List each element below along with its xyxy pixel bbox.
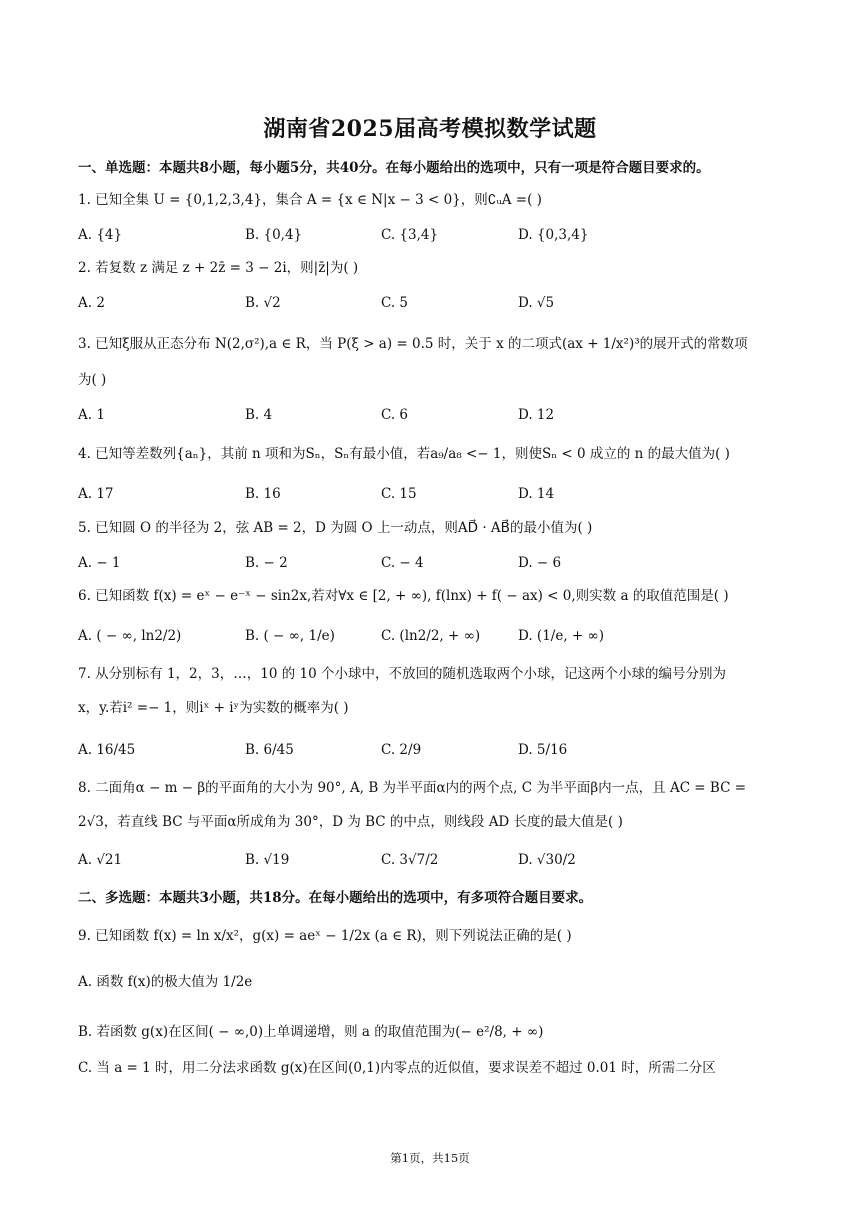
question-6-options [78,626,788,646]
option-d: D. 14 [518,486,555,502]
option-d: D. (1/e, + ∞) [518,628,605,644]
question-2-options [78,293,788,313]
question-5-options [78,553,788,573]
option-d: D. 12 [518,407,555,423]
option-c: C. 2/9 [381,742,422,758]
option-b: B. √19 [245,852,290,868]
question-9-stem: 9. 已知函数 f(x) = ln x/x²，g(x) = aeˣ − 1/2x (a ∈ R)，则下列说法正确的是( ) [78,928,572,944]
question-5-stem: 5. 已知圆 O 的半径为 2，弦 AB = 2，D 为圆 O 上一动点，则AD⃗ · AB⃗的最小值为( ) [78,520,593,536]
page-footer: 第1页，共15页 [390,1151,470,1165]
question-4-stem: 4. 已知等差数列{aₙ}，其前 n 项和为Sₙ，Sₙ有最小值，若a₉/a₈ <− 1，则使Sₙ < 0 成立的 n 的最大值为( ) [78,446,730,462]
question-7-stem-line-2: x，y.若i² =− 1，则iˣ + iʸ为实数的概率为( ) [78,700,349,716]
question-9-option-a: A. 函数 f(x)的极大值为 1/2e [78,974,253,990]
option-d: D. √30/2 [518,852,576,868]
page-title: 湖南省2025届高考模拟数学试题 [263,116,597,142]
question-3-stem-line-2: 为( ) [78,372,107,388]
option-a: A. 16/45 [78,742,136,758]
option-c: C. {3,4} [381,227,439,243]
option-a: A. 2 [78,295,105,311]
option-a: A. 17 [78,486,114,502]
option-c: C. − 4 [381,555,424,571]
option-d: D. {0,3,4} [518,227,589,243]
option-a: A. {4} [78,227,123,243]
option-a: A. − 1 [78,555,121,571]
option-b: B. {0,4} [245,227,303,243]
section-heading-multi-choice: 二、多选题：本题共3小题，共18分。在每小题给出的选项中，有多项符合题目要求。 [78,890,593,906]
question-7-stem-line-1: 7. 从分别标有 1，2，3，…，10 的 10 个小球中，不放回的随机选取两个小球，记这两个小球的编号分别为 [78,666,726,682]
option-c: C. 6 [381,407,409,423]
option-a: A. ( − ∞, ln2/2) [78,628,182,644]
question-1-options [78,225,788,245]
question-3-stem-line-1: 3. 已知ξ服从正态分布 N(2,σ²),a ∈ R，当 P(ξ > a) = 0.5 时，关于 x 的二项式(ax + 1/x²)³的展开式的常数项 [78,336,748,352]
option-b: B. 16 [245,486,281,502]
option-c: C. 3√7/2 [381,852,439,868]
option-b: B. ( − ∞, 1/e) [245,628,335,644]
section-heading-single-choice: 一、单选题：本题共8小题，每小题5分，共40分。在每小题给出的选项中，只有一项是符合题目要求的。 [78,160,710,176]
option-b: B. 4 [245,407,273,423]
option-c: C. 5 [381,295,409,311]
question-6-stem: 6. 已知函数 f(x) = eˣ − e⁻ˣ − sin2x,若对∀x ∈ [2, + ∞), f(lnx) + f( − ax) < 0,则实数 a 的取值范围是( ) [78,588,729,604]
option-b: B. − 2 [245,555,288,571]
question-3-options [78,405,788,425]
option-c: C. 15 [381,486,417,502]
question-1-stem: 1. 已知全集 U = {0,1,2,3,4}，集合 A = {x ∈ N|x − 3 < 0}，则∁ᵤA =( ) [78,192,542,208]
question-4-options [78,484,788,504]
option-d: D. − 6 [518,555,562,571]
question-8-stem-line-1: 8. 二面角α − m − β的平面角的大小为 90°, A, B 为半平面α内的两个点, C 为半平面β内一点，且 AC = BC = [78,780,747,796]
option-c: C. (ln2/2, + ∞) [381,628,481,644]
option-b: B. 6/45 [245,742,294,758]
option-d: D. √5 [518,295,555,311]
question-9-option-b: B. 若函数 g(x)在区间( − ∞,0)上单调递增，则 a 的取值范围为(− e²/8, + ∞) [78,1024,544,1040]
option-b: B. √2 [245,295,281,311]
option-a: A. 1 [78,407,105,423]
option-d: D. 5/16 [518,742,568,758]
option-a: A. √21 [78,852,123,868]
question-7-options [78,740,788,760]
question-9-option-c: C. 当 a = 1 时，用二分法求函数 g(x)在区间(0,1)内零点的近似值，要求误差不超过 0.01 时，所需二分区 [78,1060,716,1076]
question-8-stem-line-2: 2√3，若直线 BC 与平面α所成角为 30°，D 为 BC 的中点，则线段 AD 长度的最大值是( ) [78,814,623,830]
question-2-stem: 2. 若复数 z 满足 z + 2z̄ = 3 − 2i，则|z̄|为( ) [78,260,359,276]
question-8-options [78,850,788,870]
